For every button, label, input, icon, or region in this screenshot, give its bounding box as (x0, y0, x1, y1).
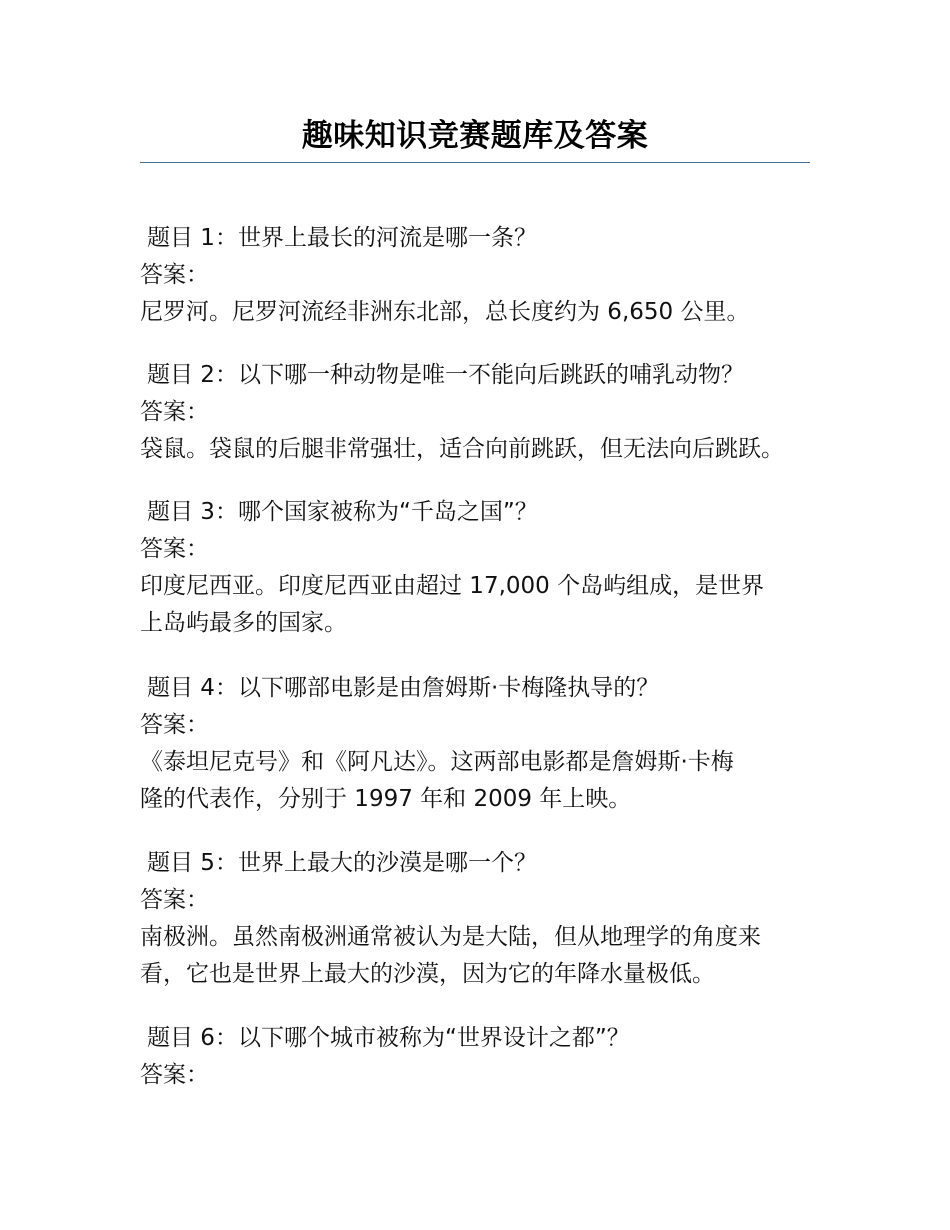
question-text: 题目 1：世界上最长的河流是哪一条？ (147, 225, 537, 251)
answer-text: 上岛屿最多的国家。 (140, 610, 347, 636)
question-block (140, 1020, 830, 1094)
answer-text: 袋鼠。袋鼠的后腿非常强壮，适合向前跳跃，但无法向后跳跃。 (140, 436, 784, 462)
question-text: 题目 2：以下哪一种动物是唯一不能向后跳跃的哺乳动物？ (147, 362, 744, 388)
question-block (140, 494, 830, 642)
question-text: 题目 4：以下哪部电影是由詹姆斯·卡梅隆执导的？ (147, 675, 660, 701)
question-text: 题目 5：世界上最大的沙漠是哪一个？ (147, 850, 537, 876)
page-title: 趣味知识竞赛题库及答案 (301, 118, 649, 154)
answer-label: 答案： (140, 262, 209, 288)
answer-label: 答案： (140, 887, 209, 913)
answer-text: 隆的代表作，分别于 1997 年和 2009 年上映。 (140, 786, 632, 812)
title-underline (140, 162, 810, 163)
answer-label: 答案： (140, 712, 209, 738)
question-text: 题目 6：以下哪个城市被称为“世界设计之都”？ (147, 1025, 630, 1051)
question-block (140, 357, 830, 468)
question-text: 题目 3：哪个国家被称为“千岛之国”？ (147, 499, 538, 525)
answer-label: 答案： (140, 399, 209, 425)
question-block (140, 845, 830, 993)
answer-text: 印度尼西亚。印度尼西亚由超过 17,000 个岛屿组成，是世界 (140, 573, 765, 599)
answer-text: 看，它也是世界上最大的沙漠，因为它的年降水量极低。 (140, 961, 715, 987)
answer-text: 尼罗河。尼罗河流经非洲东北部，总长度约为 6,650 公里。 (140, 299, 750, 325)
answer-text: 南极洲。虽然南极洲通常被认为是大陆，但从地理学的角度来 (140, 924, 761, 950)
answer-text: 《泰坦尼克号》和《阿凡达》。这两部电影都是詹姆斯·卡梅 (140, 749, 734, 775)
question-block (140, 220, 830, 331)
answer-label: 答案： (140, 1062, 209, 1088)
question-block (140, 670, 830, 818)
answer-label: 答案： (140, 536, 209, 562)
